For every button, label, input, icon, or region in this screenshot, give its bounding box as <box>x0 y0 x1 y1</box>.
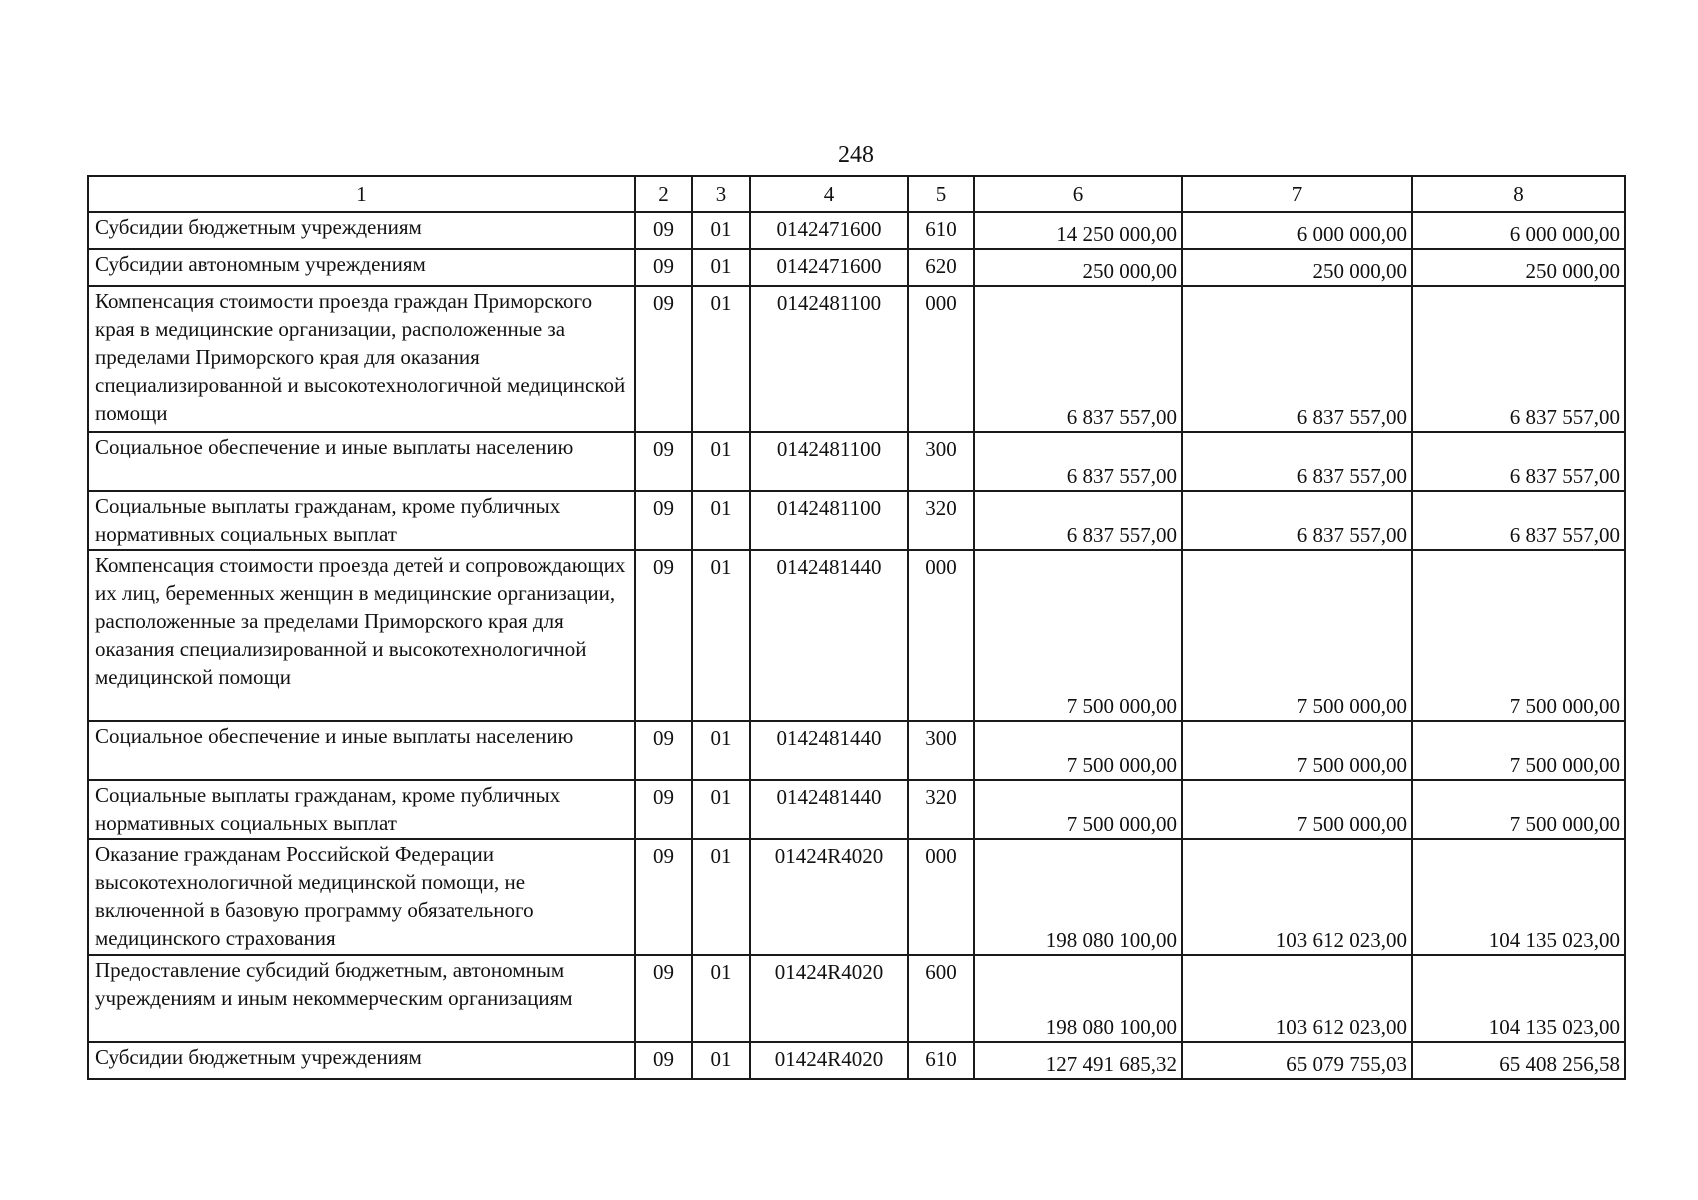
row-amount-col8: 104 135 023,00 <box>1412 839 1625 955</box>
row-target-code: 0142481100 <box>750 491 908 550</box>
table-row <box>88 212 1625 249</box>
row-amount-col7: 7 500 000,00 <box>1182 780 1412 839</box>
row-section: 09 <box>635 550 692 721</box>
row-subsection: 01 <box>692 550 750 721</box>
row-section: 09 <box>635 839 692 955</box>
row-expense-type: 300 <box>908 432 974 491</box>
row-amount-col7: 6 837 557,00 <box>1182 286 1412 432</box>
table-row <box>88 432 1625 491</box>
row-amount-col8: 7 500 000,00 <box>1412 721 1625 780</box>
row-subsection: 01 <box>692 212 750 249</box>
row-name: Компенсация стоимости проезда граждан Приморского края в медицинские организации, расположенные за пределами Приморского края для оказания специализированной и высокотехнологичной медицинской помощи <box>88 286 635 432</box>
table-row <box>88 249 1625 286</box>
row-subsection: 01 <box>692 286 750 432</box>
row-target-code: 0142471600 <box>750 249 908 286</box>
row-expense-type: 610 <box>908 1042 974 1079</box>
row-name: Социальное обеспечение и иные выплаты населению <box>88 432 635 491</box>
row-name: Субсидии автономным учреждениям <box>88 249 635 286</box>
row-amount-col6: 7 500 000,00 <box>974 550 1182 721</box>
row-target-code: 0142481440 <box>750 721 908 780</box>
column-header-8: 8 <box>1412 176 1625 212</box>
row-amount-col6: 7 500 000,00 <box>974 780 1182 839</box>
row-target-code: 0142481440 <box>750 550 908 721</box>
table-row <box>88 955 1625 1042</box>
row-amount-col7: 6 000 000,00 <box>1182 212 1412 249</box>
row-target-code: 0142481100 <box>750 432 908 491</box>
row-subsection: 01 <box>692 721 750 780</box>
row-name: Субсидии бюджетным учреждениям <box>88 212 635 249</box>
row-section: 09 <box>635 249 692 286</box>
row-section: 09 <box>635 955 692 1042</box>
row-expense-type: 000 <box>908 286 974 432</box>
row-name: Компенсация стоимости проезда детей и сопровождающих их лиц, беременных женщин в медицинские организации, расположенные за пределами Приморского края для оказания специализированной и высокотехнологичной медицинской помощи <box>88 550 635 721</box>
row-amount-col8: 6 837 557,00 <box>1412 286 1625 432</box>
page-number: 248 <box>838 142 874 168</box>
row-expense-type: 000 <box>908 550 974 721</box>
row-amount-col7: 65 079 755,03 <box>1182 1042 1412 1079</box>
row-amount-col7: 103 612 023,00 <box>1182 955 1412 1042</box>
row-target-code: 0142471600 <box>750 212 908 249</box>
row-amount-col8: 250 000,00 <box>1412 249 1625 286</box>
row-section: 09 <box>635 286 692 432</box>
row-target-code: 01424R4020 <box>750 839 908 955</box>
row-amount-col6: 127 491 685,32 <box>974 1042 1182 1079</box>
row-expense-type: 600 <box>908 955 974 1042</box>
row-target-code: 0142481100 <box>750 286 908 432</box>
row-expense-type: 320 <box>908 491 974 550</box>
row-expense-type: 000 <box>908 839 974 955</box>
column-header-6: 6 <box>974 176 1182 212</box>
row-amount-col8: 7 500 000,00 <box>1412 780 1625 839</box>
row-name: Социальные выплаты гражданам, кроме публичных нормативных социальных выплат <box>88 780 635 839</box>
row-section: 09 <box>635 721 692 780</box>
row-amount-col6: 6 837 557,00 <box>974 286 1182 432</box>
row-amount-col7: 6 837 557,00 <box>1182 432 1412 491</box>
row-section: 09 <box>635 212 692 249</box>
row-section: 09 <box>635 1042 692 1079</box>
row-expense-type: 610 <box>908 212 974 249</box>
row-section: 09 <box>635 780 692 839</box>
row-amount-col8: 7 500 000,00 <box>1412 550 1625 721</box>
row-amount-col6: 6 837 557,00 <box>974 432 1182 491</box>
row-amount-col6: 14 250 000,00 <box>974 212 1182 249</box>
row-name: Предоставление субсидий бюджетным, автономным учреждениям и иным некоммерческим организациям <box>88 955 635 1042</box>
row-amount-col7: 7 500 000,00 <box>1182 550 1412 721</box>
row-amount-col8: 65 408 256,58 <box>1412 1042 1625 1079</box>
table-row <box>88 839 1625 955</box>
column-header-2: 2 <box>635 176 692 212</box>
row-amount-col6: 250 000,00 <box>974 249 1182 286</box>
row-target-code: 0142481440 <box>750 780 908 839</box>
column-header-3: 3 <box>692 176 750 212</box>
row-amount-col8: 6 837 557,00 <box>1412 432 1625 491</box>
row-name: Оказание гражданам Российской Федерации высокотехнологичной медицинской помощи, не включенной в базовую программу обязательного медицинского страхования <box>88 839 635 955</box>
row-subsection: 01 <box>692 780 750 839</box>
row-subsection: 01 <box>692 955 750 1042</box>
row-amount-col6: 6 837 557,00 <box>974 491 1182 550</box>
column-header-5: 5 <box>908 176 974 212</box>
row-name: Социальные выплаты гражданам, кроме публичных нормативных социальных выплат <box>88 491 635 550</box>
header-row <box>88 176 1625 212</box>
row-section: 09 <box>635 491 692 550</box>
row-amount-col6: 7 500 000,00 <box>974 721 1182 780</box>
row-target-code: 01424R4020 <box>750 955 908 1042</box>
row-amount-col7: 6 837 557,00 <box>1182 491 1412 550</box>
row-amount-col6: 198 080 100,00 <box>974 839 1182 955</box>
row-expense-type: 320 <box>908 780 974 839</box>
row-amount-col6: 198 080 100,00 <box>974 955 1182 1042</box>
table-row <box>88 780 1625 839</box>
row-amount-col7: 103 612 023,00 <box>1182 839 1412 955</box>
row-amount-col8: 6 837 557,00 <box>1412 491 1625 550</box>
row-expense-type: 300 <box>908 721 974 780</box>
column-header-4: 4 <box>750 176 908 212</box>
row-section: 09 <box>635 432 692 491</box>
row-amount-col8: 104 135 023,00 <box>1412 955 1625 1042</box>
row-name: Субсидии бюджетным учреждениям <box>88 1042 635 1079</box>
column-header-1: 1 <box>88 176 635 212</box>
table-row <box>88 550 1625 721</box>
budget-table <box>87 175 1626 1080</box>
column-header-7: 7 <box>1182 176 1412 212</box>
row-name: Социальное обеспечение и иные выплаты населению <box>88 721 635 780</box>
row-target-code: 01424R4020 <box>750 1042 908 1079</box>
table-row <box>88 491 1625 550</box>
table-row <box>88 721 1625 780</box>
row-subsection: 01 <box>692 249 750 286</box>
row-subsection: 01 <box>692 491 750 550</box>
row-subsection: 01 <box>692 839 750 955</box>
table-row <box>88 1042 1625 1079</box>
table-row <box>88 286 1625 432</box>
row-subsection: 01 <box>692 1042 750 1079</box>
row-subsection: 01 <box>692 432 750 491</box>
row-amount-col7: 7 500 000,00 <box>1182 721 1412 780</box>
row-amount-col7: 250 000,00 <box>1182 249 1412 286</box>
row-amount-col8: 6 000 000,00 <box>1412 212 1625 249</box>
row-expense-type: 620 <box>908 249 974 286</box>
